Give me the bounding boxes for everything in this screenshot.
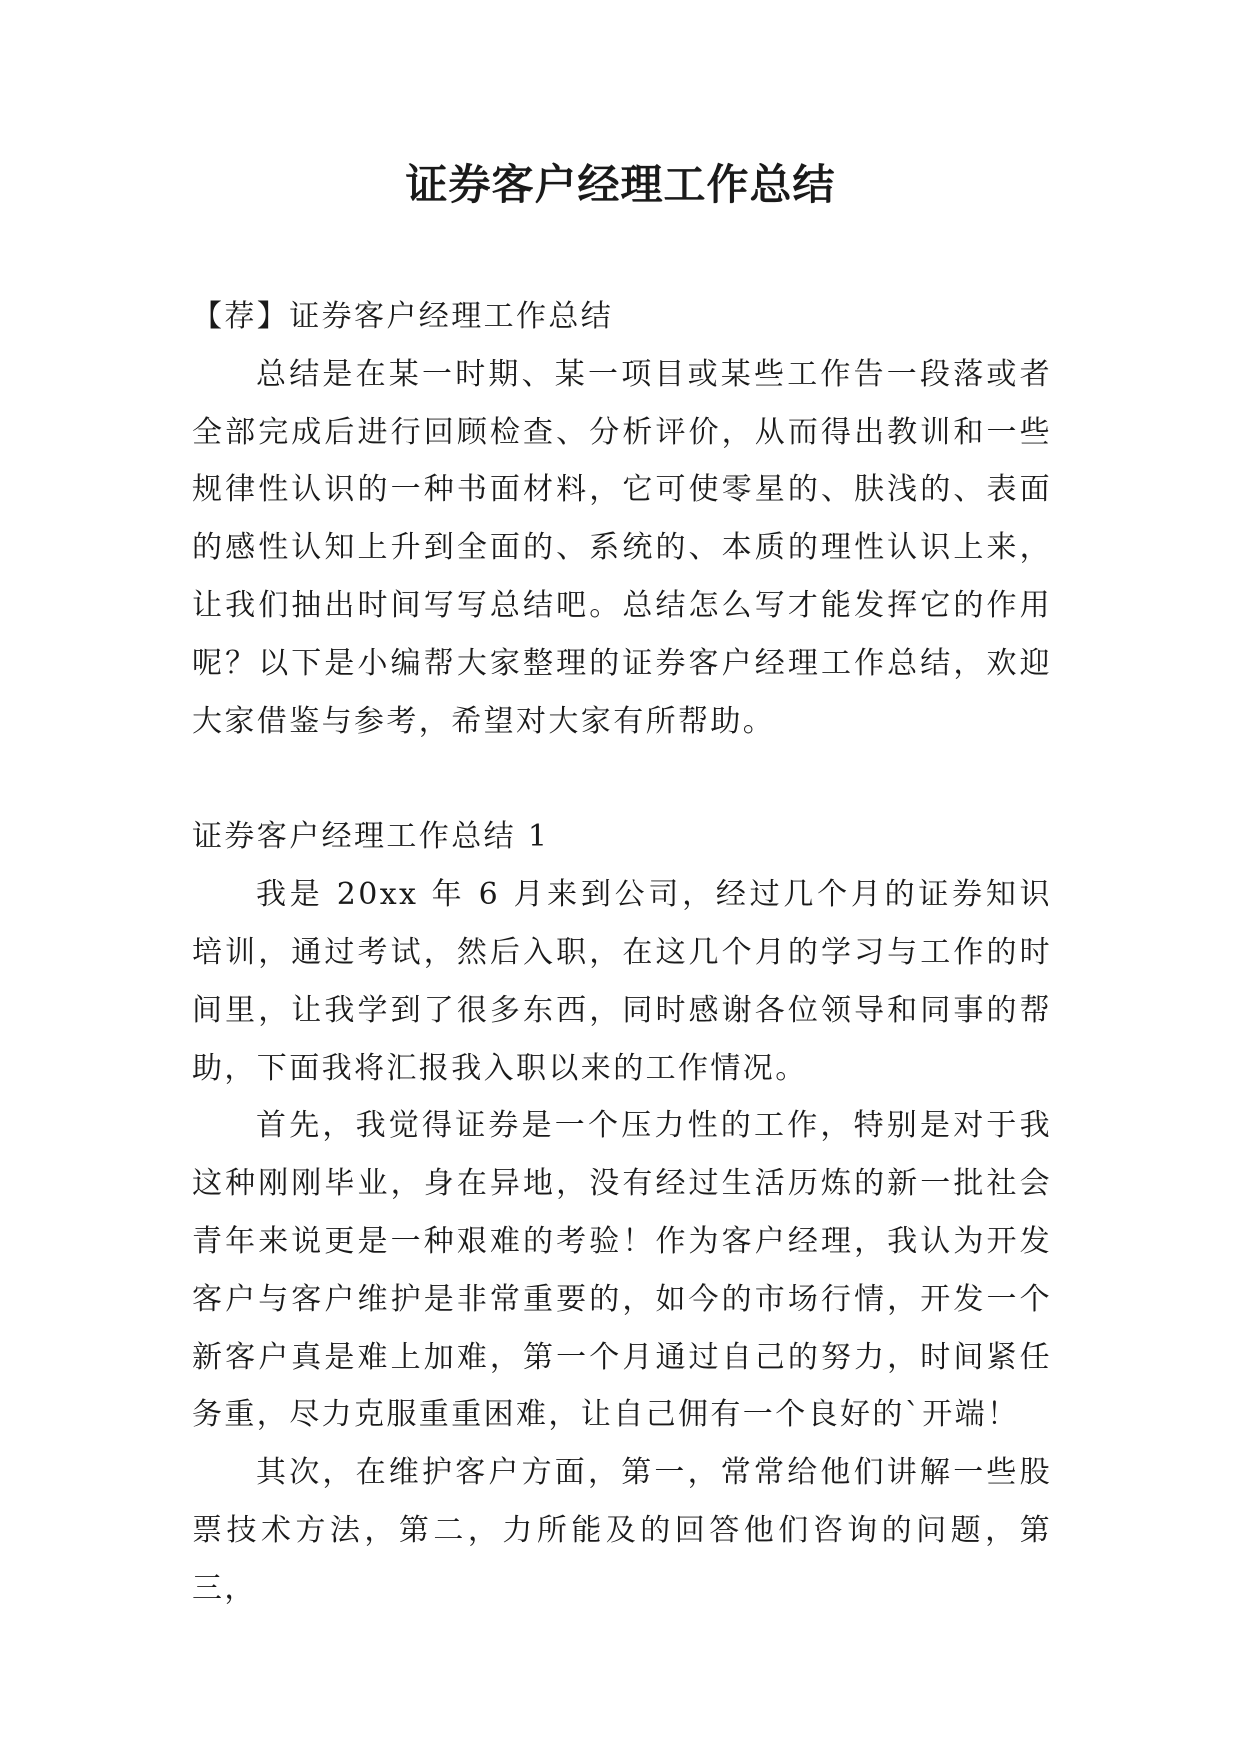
intro-paragraph: 总结是在某一时期、某一项目或某些工作告一段落或者全部完成后进行回顾检查、分析评价，从而得出教训和一些规律性认识的一种书面材料，它可使零星的、肤浅的、表面的感性认知上升到全面的、系统的、本质的理性认识上来，让我们抽出时间写写总结吧。总结怎么写才能发挥它的作用呢？以下是小编帮大家整理的证券客户经理工作总结，欢迎大家借鉴与参考，希望对大家有所帮助。 [192,356,1052,739]
body-paragraph: 我是 20xx 年 6 月来到公司，经过几个月的证券知识培训，通过考试，然后入职，在这几个月的学习与工作的时间里，让我学到了很多东西，同时感谢各位领导和同事的帮助，下面我将汇报我入职以来的工作情况。 [192,877,1052,1086]
body-paragraph: 其次，在维护客户方面，第一，常常给他们讲解一些股票技术方法，第二，力所能及的回答他们咨询的问题，第三， [192,1455,1052,1606]
document-body [192,288,1052,1618]
document-title: 证券客户经理工作总结 [405,160,836,209]
section-heading: 证券客户经理工作总结 1 [192,819,550,855]
recommend-line: 【荐】证券客户经理工作总结 [192,299,614,334]
body-paragraph: 首先，我觉得证券是一个压力性的工作，特别是对于我这种刚刚毕业，身在异地，没有经过生活历炼的新一批社会青年来说更是一种艰难的考验！作为客户经理，我认为开发客户与客户维护是非常重要的，如今的市场行情，开发一个新客户真是难上加难，第一个月通过自己的努力，时间紧任务重，尽力克服重重困难，让自己佣有一个良好的`开端！ [192,1108,1052,1433]
